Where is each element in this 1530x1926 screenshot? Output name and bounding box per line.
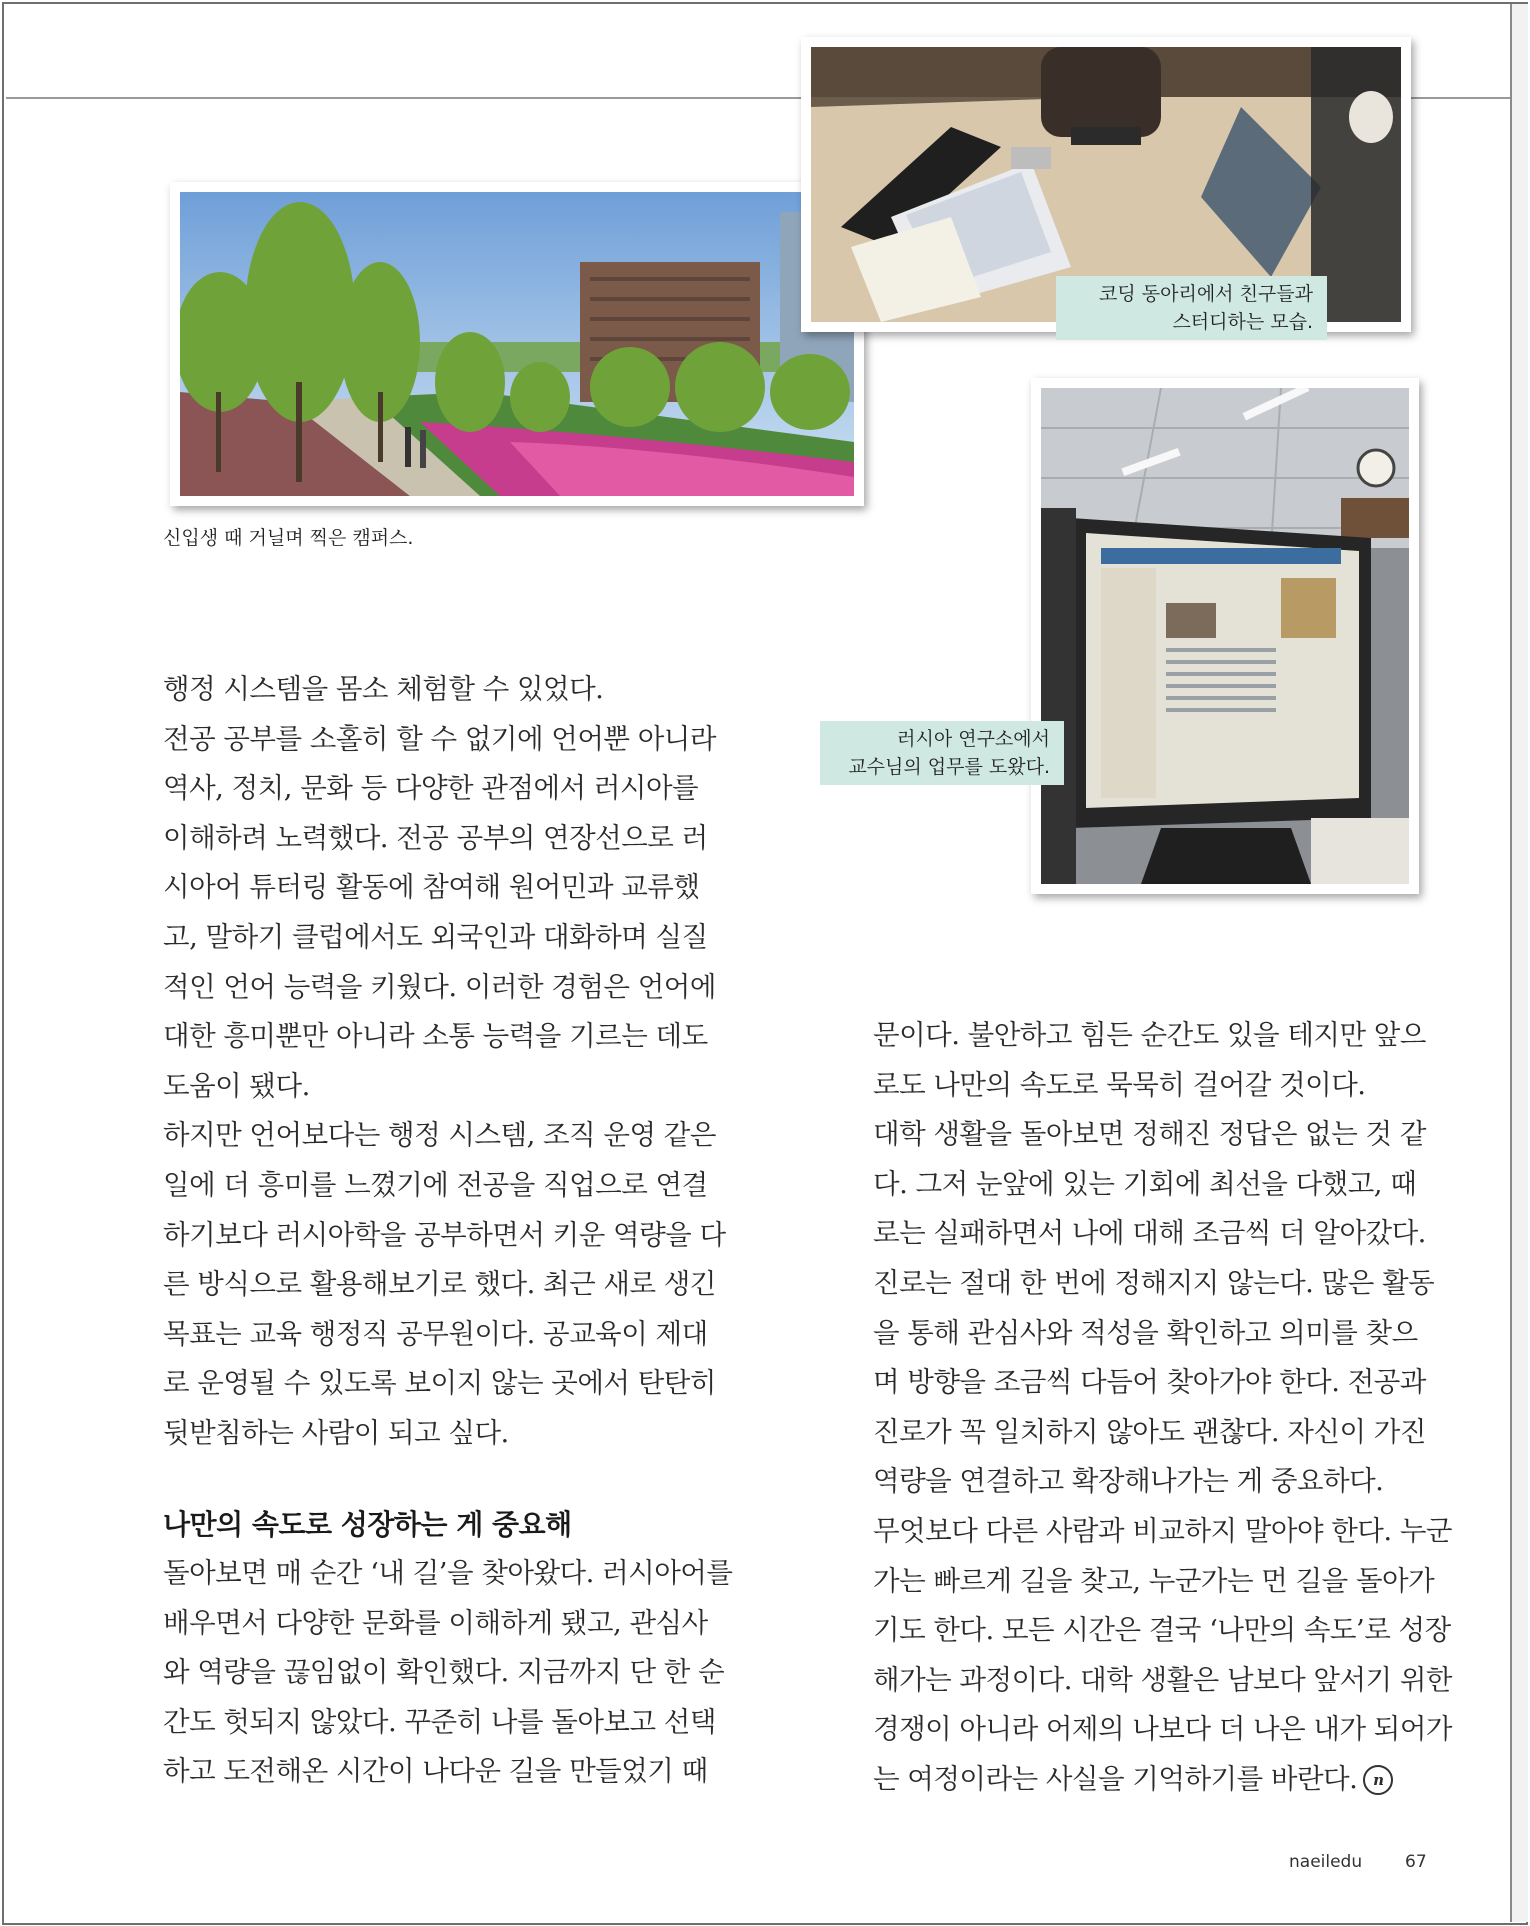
body-line: 가는 빠르게 길을 찾고, 누군가는 먼 길을 돌아가 [873, 1564, 1435, 1597]
body-line: 경쟁이 아니라 어제의 나보다 더 나은 내가 되어가 [873, 1713, 1452, 1746]
body-line: 진로는 절대 한 번에 정해지지 않는다. 많은 활동 [873, 1266, 1435, 1299]
institute-caption [820, 721, 1064, 785]
caption-line: 코딩 동아리에서 친구들과 [1099, 283, 1313, 305]
body-line: 해가는 과정이다. 대학 생활은 남보다 앞서기 위한 [873, 1663, 1452, 1696]
body-line: 대한 흥미뿐만 아니라 소통 능력을 기르는 데도 [163, 1020, 708, 1053]
body-line: 대학 생활을 돌아보면 정해진 정답은 없는 것 같 [873, 1118, 1426, 1151]
footer-brand: naeiledu [1289, 1852, 1363, 1872]
body-line: 일에 더 흥미를 느꼈기에 전공을 직업으로 연결 [163, 1168, 708, 1201]
section-heading: 나만의 속도로 성장하는 게 중요해 [163, 1507, 572, 1541]
institute-photo [1031, 378, 1419, 894]
body-line: 진로가 꼭 일치하지 않아도 괜찮다. 자신이 가진 [873, 1415, 1426, 1448]
caption-line: 러시아 연구소에서 [897, 728, 1050, 750]
right-text-column [873, 1011, 1452, 1805]
body-line: 도움이 됐다. [163, 1069, 310, 1102]
body-line: 목표는 교육 행정직 공무원이다. 공교육이 제대 [163, 1317, 708, 1350]
body-line: 전공 공부를 소홀히 할 수 없기에 언어뿐 아니라 [163, 722, 716, 755]
caption-line: 교수님의 업무를 도왔다. [848, 756, 1050, 778]
body-line: 을 통해 관심사와 적성을 확인하고 의미를 찾으 [873, 1316, 1418, 1349]
body-line: 로도 나만의 속도로 묵묵히 걸어갈 것이다. [873, 1068, 1366, 1101]
body-line: 무엇보다 다른 사람과 비교하지 말아야 한다. 누군 [873, 1514, 1452, 1547]
body-line: 로 운영될 수 있도록 보이지 않는 곳에서 탄탄히 [163, 1367, 716, 1400]
body-line: 하지만 언어보다는 행정 시스템, 조직 운영 같은 [163, 1119, 716, 1152]
body-line-last [873, 1755, 1452, 1805]
spacer [163, 1459, 732, 1500]
page-number: 67 [1405, 1852, 1427, 1872]
body-line: 고, 말하기 클럽에서도 외국인과 대화하며 실질 [163, 920, 708, 953]
body-line: 시아어 튜터링 활동에 참여해 원어민과 교류했 [163, 871, 700, 904]
body-line: 하고 도전해온 시간이 나다운 길을 만들었기 때 [163, 1755, 708, 1788]
page-edge-strip [1510, 4, 1528, 1922]
body-line: 로는 실패하면서 나에 대해 조금씩 더 알아갔다. [873, 1217, 1426, 1250]
coding-club-caption [1056, 276, 1327, 340]
body-line: 하기보다 러시아학을 공부하면서 키운 역량을 다 [163, 1218, 726, 1251]
body-line: 역사, 정치, 문화 등 다양한 관점에서 러시아를 [163, 772, 699, 805]
body-line: 적인 언어 능력을 키웠다. 이러한 경험은 언어에 [163, 970, 716, 1003]
body-line: 기도 한다. 모든 시간은 결국 ‘나만의 속도’로 성장 [873, 1614, 1451, 1647]
body-line: 역량을 연결하고 확장해나가는 게 중요하다. [873, 1465, 1384, 1498]
body-line: 다. 그저 눈앞에 있는 기회에 최선을 다했고, 때 [873, 1167, 1417, 1200]
body-line: 와 역량을 끊임없이 확인했다. 지금까지 단 한 순 [163, 1656, 725, 1689]
campus-photo [170, 182, 864, 506]
campus-photo-caption: 신입생 때 거닐며 찍은 캠퍼스. [163, 527, 414, 549]
body-line: 문이다. 불안하고 힘든 순간도 있을 테지만 앞으 [873, 1019, 1426, 1051]
body-line-text: 는 여정이라는 사실을 기억하기를 바란다. [873, 1762, 1358, 1795]
caption-line: 스터디하는 모습. [1172, 311, 1313, 333]
body-line: 간도 헛되지 않았다. 꾸준히 나를 돌아보고 선택 [163, 1705, 716, 1738]
body-line: 며 방향을 조금씩 다듬어 찾아가야 한다. 전공과 [873, 1366, 1426, 1399]
end-mark-icon: n [1363, 1765, 1393, 1795]
left-text-column [163, 665, 732, 1797]
body-line: 배우면서 다양한 문화를 이해하게 됐고, 관심사 [163, 1606, 708, 1639]
body-line: 이해하려 노력했다. 전공 공부의 연장선으로 러 [163, 821, 708, 854]
body-line: 뒷받침하는 사람이 되고 싶다. [163, 1416, 509, 1449]
body-line: 돌아보면 매 순간 ‘내 길’을 찾아왔다. 러시아어를 [163, 1557, 733, 1590]
body-line: 른 방식으로 활용해보기로 했다. 최근 새로 생긴 [163, 1268, 716, 1301]
body-line: 행정 시스템을 몸소 체험할 수 있었다. [163, 673, 604, 705]
